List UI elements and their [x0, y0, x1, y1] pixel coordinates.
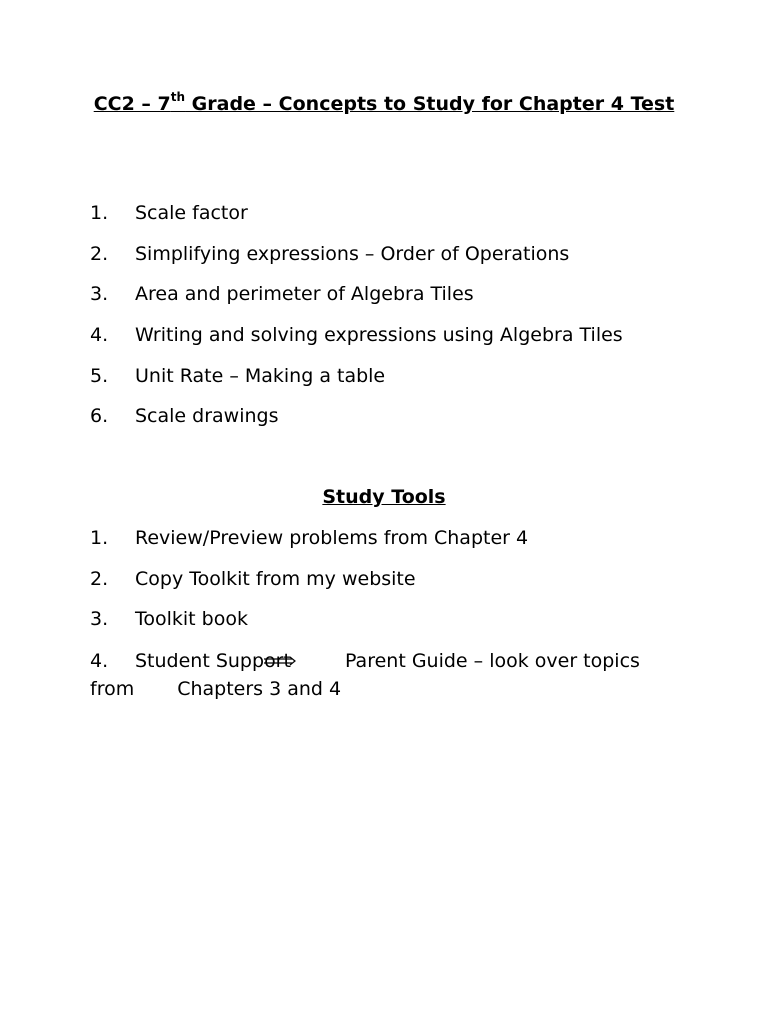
list-text: Copy Toolkit from my website — [135, 567, 416, 590]
list-item — [90, 566, 690, 607]
list-item — [90, 241, 690, 282]
study-tools-heading: Study Tools — [322, 486, 446, 508]
list-item — [90, 403, 690, 444]
strike-arrow-icon — [264, 656, 296, 666]
list-number: 6. — [90, 405, 109, 428]
list-item — [90, 281, 690, 322]
list-number: 5. — [90, 364, 109, 387]
list-item — [90, 322, 690, 363]
list-item — [90, 363, 690, 404]
list-text: Simplifying expressions – Order of Operations — [135, 242, 570, 265]
study-tools-item-4 — [90, 647, 690, 703]
list-number: 2. — [90, 567, 109, 590]
list-item — [90, 606, 690, 647]
list-text: Unit Rate – Making a table — [135, 364, 386, 387]
item4-part2: Parent Guide – look over topics — [344, 650, 640, 672]
list-number: 3. — [90, 283, 109, 306]
list-number: 1. — [90, 202, 109, 224]
item4-line-1 — [90, 647, 690, 675]
list-item — [90, 200, 690, 241]
item4-line2-a: from — [90, 678, 135, 700]
list-text: Scale drawings — [135, 405, 279, 428]
list-number: 1. — [90, 527, 109, 549]
title-superscript: th — [170, 89, 186, 104]
item4-line2-b: Chapters 3 and 4 — [177, 678, 342, 700]
list-item — [90, 525, 690, 566]
list-number: 4. — [90, 324, 109, 347]
item4-part1: Student Supp — [135, 650, 265, 672]
list-number: 3. — [90, 608, 109, 631]
title-rest: Grade – Concepts to Study for Chapter 4 Test — [185, 93, 675, 115]
page-title — [90, 90, 678, 118]
list-text: Area and perimeter of Algebra Tiles — [135, 283, 474, 306]
item4-line-2 — [90, 675, 690, 703]
list-number: 2. — [90, 242, 109, 265]
list-text: Writing and solving expressions using Algebra Tiles — [135, 324, 623, 347]
list-text: Review/Preview problems from Chapter 4 — [135, 527, 529, 549]
struck-text-label: ort — [264, 650, 291, 672]
list-text: Toolkit book — [135, 608, 248, 631]
title-prefix: CC2 – 7 — [93, 93, 171, 115]
study-tools-list — [90, 525, 690, 647]
concepts-list — [90, 200, 690, 444]
list-text: Scale factor — [135, 202, 248, 224]
list-number: 4. — [90, 650, 109, 672]
struck-text — [264, 647, 291, 675]
